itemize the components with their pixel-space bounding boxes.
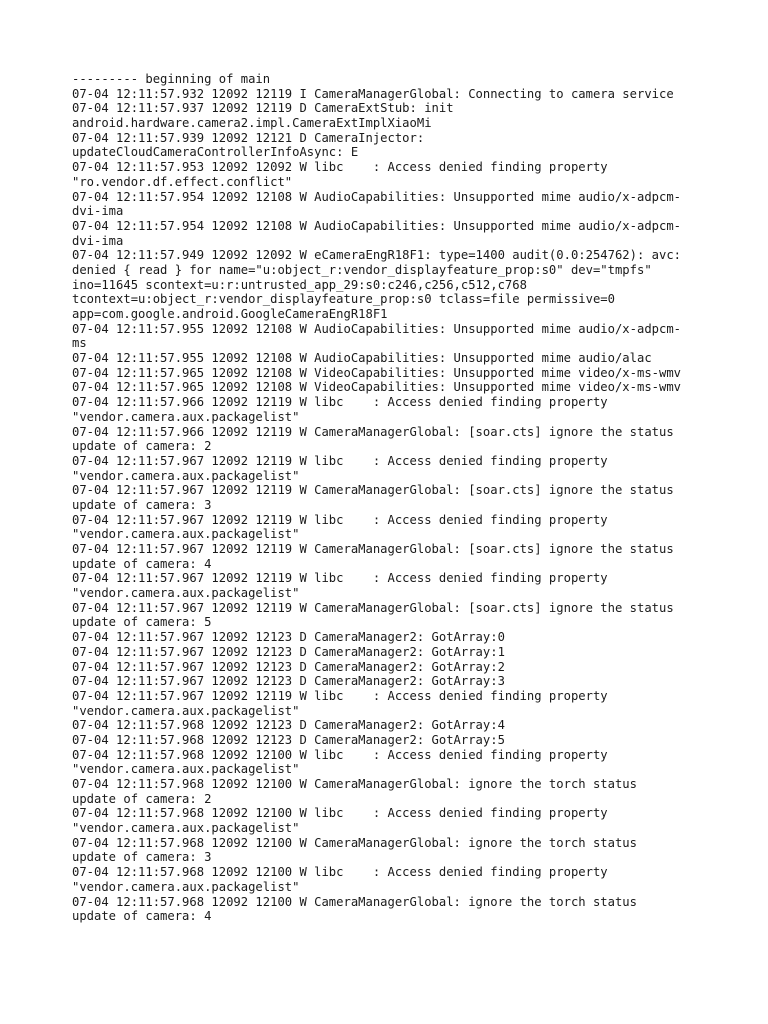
log-line: 07-04 12:11:57.965 12092 12108 W VideoCapabilities: Unsupported mime video/x-ms-wmv	[72, 380, 682, 395]
log-line: 07-04 12:11:57.967 12092 12119 W libc : Access denied finding property	[72, 453, 608, 468]
log-line: dvi-ima	[72, 233, 124, 248]
log-line: "vendor.camera.aux.packagelist"	[72, 527, 300, 542]
log-line: update of camera: 5	[72, 615, 212, 630]
log-line: 07-04 12:11:57.968 12092 12123 D CameraManager2: GotArray:4	[72, 718, 505, 733]
log-line: "vendor.camera.aux.packagelist"	[72, 586, 300, 601]
log-line: denied { read } for name="u:object_r:vendor_displayfeature_prop:s0" dev="tmpfs"	[72, 262, 652, 277]
log-line: 07-04 12:11:57.967 12092 12119 W CameraManagerGlobal: [soar.cts] ignore the status	[72, 600, 674, 615]
log-line: 07-04 12:11:57.967 12092 12123 D CameraManager2: GotArray:2	[72, 659, 505, 674]
log-line: 07-04 12:11:57.955 12092 12108 W AudioCapabilities: Unsupported mime audio/alac	[72, 351, 652, 366]
log-line: 07-04 12:11:57.968 12092 12100 W CameraManagerGlobal: ignore the torch status	[72, 777, 637, 791]
log-line: 07-04 12:11:57.967 12092 12123 D CameraManager2: GotArray:1	[72, 644, 505, 659]
log-line: 07-04 12:11:57.968 12092 12100 W libc : Access denied finding property	[72, 865, 608, 880]
log-line: 07-04 12:11:57.954 12092 12108 W AudioCapabilities: Unsupported mime audio/x-adpcm-	[72, 189, 682, 204]
log-line: 07-04 12:11:57.967 12092 12123 D CameraManager2: GotArray:0	[72, 630, 505, 645]
log-line: "vendor.camera.aux.packagelist"	[72, 762, 300, 777]
log-line: update of camera: 2	[72, 439, 212, 454]
log-line: "ro.vendor.df.effect.conflict"	[72, 174, 293, 189]
log-line: 07-04 12:11:57.967 12092 12119 W libc : Access denied finding property	[72, 688, 608, 703]
log-line: update of camera: 4	[72, 556, 212, 571]
log-line: 07-04 12:11:57.937 12092 12119 D CameraExtStub: init	[72, 101, 454, 116]
log-line: 07-04 12:11:57.967 12092 12119 W CameraManagerGlobal: [soar.cts] ignore the status	[72, 542, 674, 556]
log-line: --------- beginning of main	[72, 72, 271, 86]
log-line: 07-04 12:11:57.967 12092 12123 D CameraManager2: GotArray:3	[72, 674, 505, 689]
log-line: 07-04 12:11:57.967 12092 12119 W libc : Access denied finding property	[72, 571, 608, 586]
log-line: 07-04 12:11:57.955 12092 12108 W AudioCapabilities: Unsupported mime audio/x-adpcm-	[72, 321, 682, 336]
log-line: "vendor.camera.aux.packagelist"	[72, 409, 300, 424]
log-line: "vendor.camera.aux.packagelist"	[72, 821, 300, 836]
log-line: app=com.google.android.GoogleCameraEngR18F1	[72, 307, 388, 321]
log-line: tcontext=u:object_r:vendor_displayfeature_prop:s0 tclass=file permissive=0	[72, 292, 615, 307]
log-line: 07-04 12:11:57.966 12092 12119 W CameraManagerGlobal: [soar.cts] ignore the status	[72, 424, 674, 439]
log-line: 07-04 12:11:57.968 12092 12100 W libc : Access denied finding property	[72, 806, 608, 821]
log-line: 07-04 12:11:57.953 12092 12092 W libc : Access denied finding property	[72, 160, 608, 175]
log-line: ino=11645 scontext=u:r:untrusted_app_29:s0:c246,c256,c512,c768	[72, 277, 527, 292]
log-line: "vendor.camera.aux.packagelist"	[72, 703, 300, 718]
log-document	[72, 72, 712, 924]
log-line: 07-04 12:11:57.965 12092 12108 W VideoCapabilities: Unsupported mime video/x-ms-wmv	[72, 365, 682, 380]
log-line: "vendor.camera.aux.packagelist"	[72, 468, 300, 483]
log-line: 07-04 12:11:57.954 12092 12108 W AudioCapabilities: Unsupported mime audio/x-adpcm-	[72, 218, 682, 233]
log-line: 07-04 12:11:57.968 12092 12100 W CameraManagerGlobal: ignore the torch status	[72, 835, 637, 850]
log-line: update of camera: 3	[72, 850, 212, 865]
log-line: updateCloudCameraControllerInfoAsync: E	[72, 145, 359, 160]
log-line: update of camera: 3	[72, 497, 212, 512]
log-line: "vendor.camera.aux.packagelist"	[72, 879, 300, 894]
log-line: 07-04 12:11:57.968 12092 12100 W CameraManagerGlobal: ignore the torch status	[72, 894, 637, 909]
log-line: 07-04 12:11:57.967 12092 12119 W CameraManagerGlobal: [soar.cts] ignore the status	[72, 483, 674, 498]
log-line: update of camera: 2	[72, 791, 212, 806]
log-line: 07-04 12:11:57.966 12092 12119 W libc : Access denied finding property	[72, 395, 608, 410]
log-line: dvi-ima	[72, 204, 124, 219]
log-line: 07-04 12:11:57.968 12092 12123 D CameraManager2: GotArray:5	[72, 732, 505, 747]
log-line: 07-04 12:11:57.949 12092 12092 W eCameraEngR18F1: type=1400 audit(0.0:254762): avc:	[72, 248, 682, 263]
log-line: 07-04 12:11:57.932 12092 12119 I CameraManagerGlobal: Connecting to camera service	[72, 86, 674, 101]
log-line: 07-04 12:11:57.939 12092 12121 D CameraInjector:	[72, 130, 425, 145]
log-line: update of camera: 4	[72, 909, 212, 924]
log-line: android.hardware.camera2.impl.CameraExtImplXiaoMi	[72, 116, 432, 131]
log-line: 07-04 12:11:57.968 12092 12100 W libc : Access denied finding property	[72, 747, 608, 762]
log-line: ms	[72, 336, 87, 351]
log-line: 07-04 12:11:57.967 12092 12119 W libc : Access denied finding property	[72, 512, 608, 527]
